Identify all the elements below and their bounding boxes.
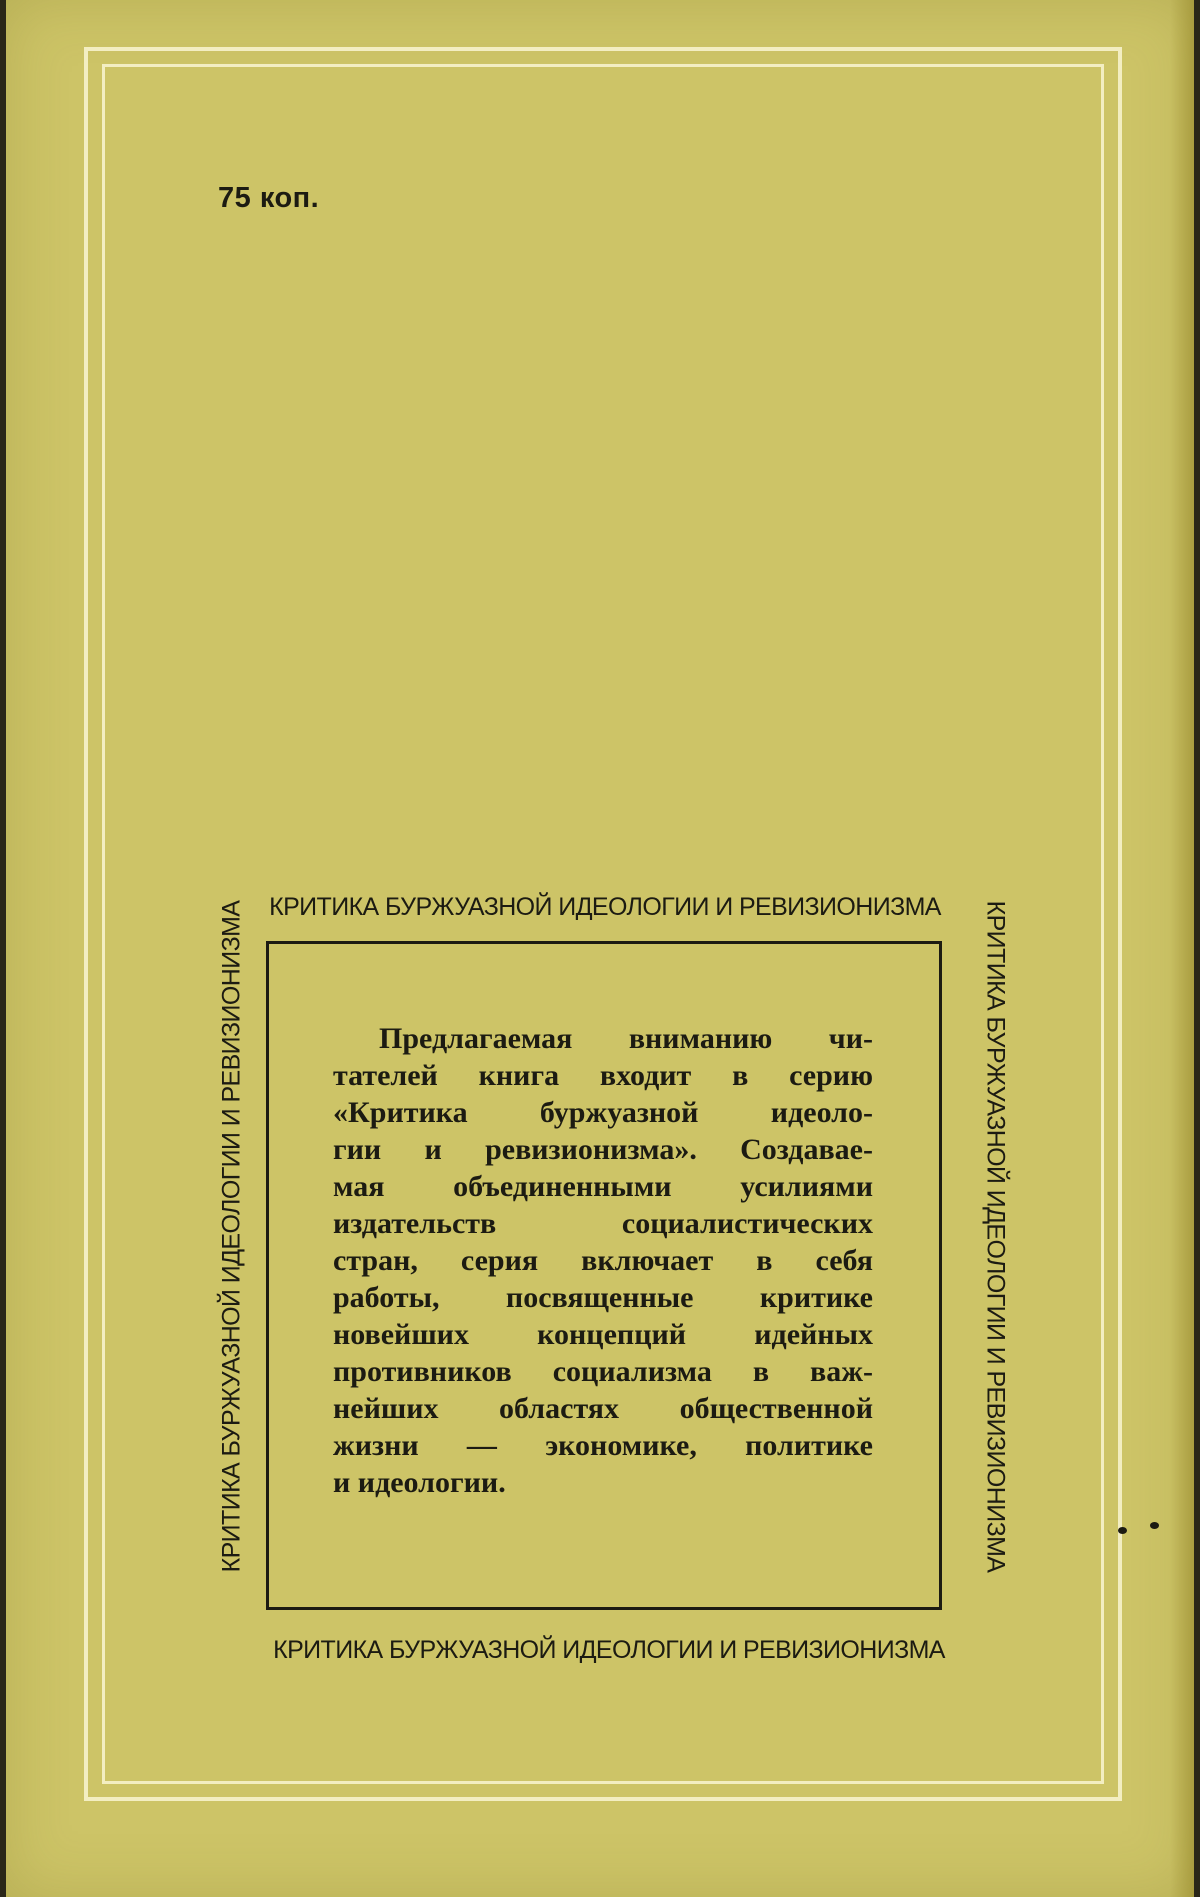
blurb-line: работы, посвященные критике [333,1281,873,1314]
series-title-bottom: КРИТИКА БУРЖУАЗНОЙ ИДЕОЛОГИИ И РЕВИЗИОНИЗМА [273,1636,945,1664]
blurb-line: новейших концепций идейных [333,1318,873,1351]
blurb-line: стран, серия включает в себя [333,1244,873,1277]
blurb-line: нейших областях общественной [333,1392,873,1425]
blurb-line: противников социализма в важ- [333,1355,873,1388]
blurb-line: тателей книга входит в серию [333,1059,873,1092]
print-speck [1150,1522,1159,1529]
blurb-line: «Критика буржуазной идеоло- [333,1096,873,1129]
series-title-top: КРИТИКА БУРЖУАЗНОЙ ИДЕОЛОГИИ И РЕВИЗИОНИЗМА [269,893,941,921]
print-speck [1118,1527,1127,1534]
series-title-right: КРИТИКА БУРЖУАЗНОЙ ИДЕОЛОГИИ И РЕВИЗИОНИЗМА [981,900,1010,1573]
blurb-line: гии и ревизионизма». Создавае- [333,1133,873,1166]
blurb-line: и идеологии. [333,1466,506,1499]
cover-edge-shadow [1170,0,1194,1897]
blurb-line: мая объединенными усилиями [333,1170,873,1203]
blurb-line: Предлагаемая вниманию чи- [379,1022,873,1055]
blurb-line: жизни — экономике, политике [333,1429,873,1462]
price-label: 75 коп. [218,182,320,214]
blurb-line: издательств социалистических [333,1207,873,1240]
series-description [333,1020,873,1501]
series-title-left: КРИТИКА БУРЖУАЗНОЙ ИДЕОЛОГИИ И РЕВИЗИОНИЗМА [217,900,246,1573]
